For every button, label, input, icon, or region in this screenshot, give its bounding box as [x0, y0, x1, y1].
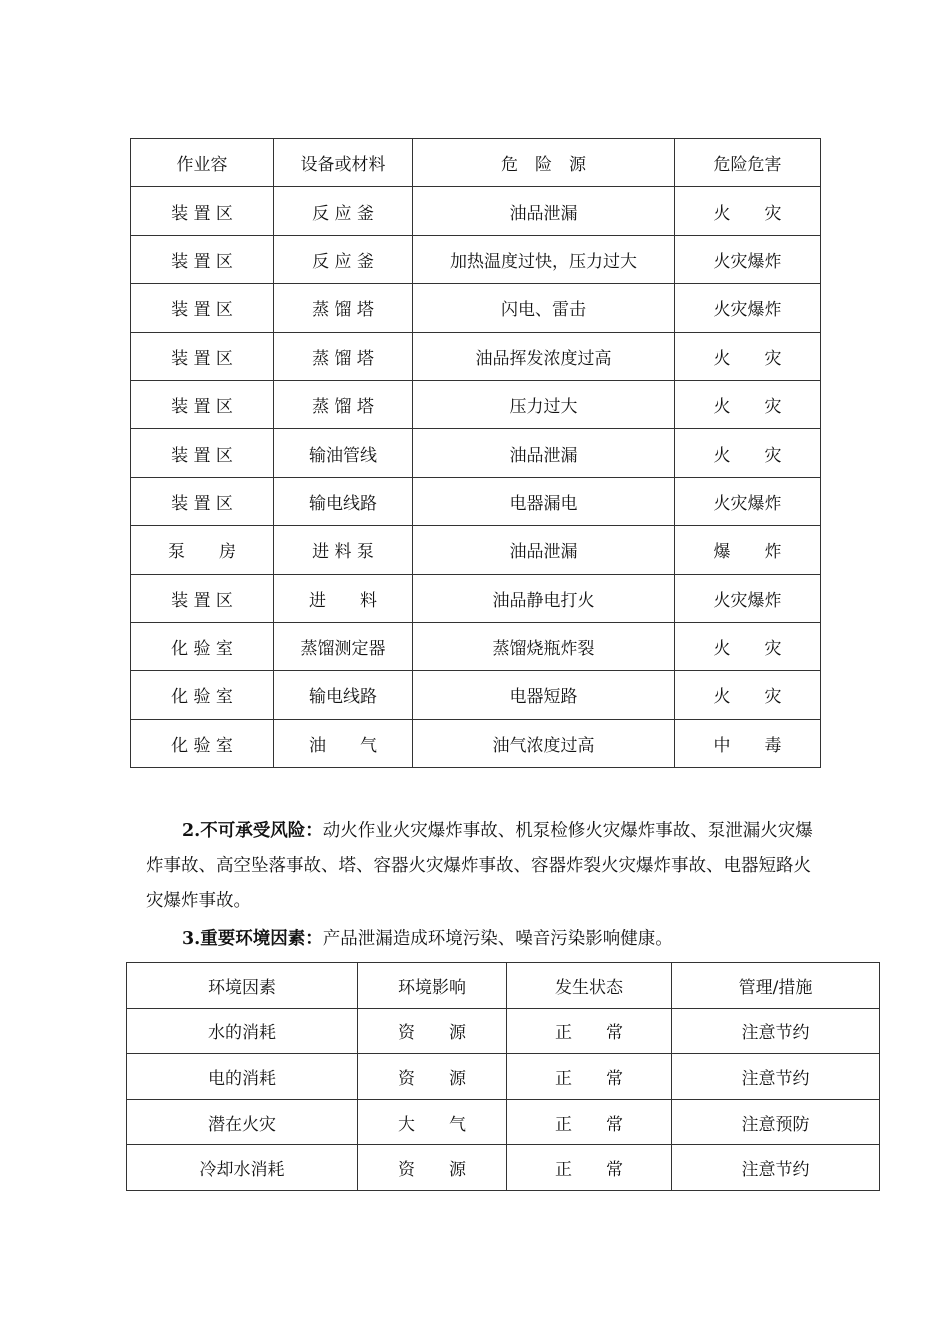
hazard-row	[131, 526, 821, 574]
section-3-paragraph	[146, 922, 826, 957]
table-cell: 火 灾	[675, 380, 821, 428]
table-cell: 正 常	[507, 1008, 672, 1054]
table-cell: 火灾爆炸	[675, 284, 821, 332]
table-cell: 注意节约	[672, 1008, 880, 1054]
table-cell: 装 置 区	[131, 235, 274, 283]
table-cell: 反 应 釜	[274, 235, 413, 283]
table-cell: 蒸馏测定器	[274, 622, 413, 670]
table-cell: 水的消耗	[127, 1008, 358, 1054]
table-cell: 资 源	[358, 1008, 507, 1054]
table-cell: 装 置 区	[131, 574, 274, 622]
header-work-area: 作业容	[131, 139, 274, 187]
table-cell: 火灾爆炸	[675, 477, 821, 525]
table-cell: 资 源	[358, 1054, 507, 1100]
hazard-header-row	[131, 139, 821, 187]
hazard-row	[131, 332, 821, 380]
section-2-text: 动火作业火灾爆炸事故、机泵检修火灾爆炸事故、泵泄漏火灾爆炸事故、高空坠落事故、塔、容器火灾爆炸事故、容器炸裂火灾爆炸事故、电器短路火灾爆炸事故。	[146, 821, 813, 911]
table-cell: 电器漏电	[413, 477, 675, 525]
table-cell: 装 置 区	[131, 187, 274, 235]
table-cell: 装 置 区	[131, 477, 274, 525]
header-occurrence-state: 发生状态	[507, 963, 672, 1009]
header-risk: 危险危害	[675, 139, 821, 187]
hazard-row	[131, 719, 821, 767]
table-cell: 注意预防	[672, 1099, 880, 1145]
table-cell: 火 灾	[675, 622, 821, 670]
table-cell: 正 常	[507, 1145, 672, 1191]
env-row	[127, 1054, 880, 1100]
table-cell: 化 验 室	[131, 622, 274, 670]
section-2-lead: 2.不可承受风险：	[182, 821, 323, 841]
table-cell: 装 置 区	[131, 284, 274, 332]
table-cell: 装 置 区	[131, 429, 274, 477]
table-cell: 大 气	[358, 1099, 507, 1145]
table-cell: 火 灾	[675, 429, 821, 477]
header-equipment: 设备或材料	[274, 139, 413, 187]
hazard-row	[131, 477, 821, 525]
table-cell: 资 源	[358, 1145, 507, 1191]
table-cell: 蒸 馏 塔	[274, 380, 413, 428]
section-2-paragraph	[146, 814, 826, 919]
table-cell: 输电线路	[274, 671, 413, 719]
table-cell: 油气浓度过高	[413, 719, 675, 767]
hazard-table	[130, 138, 821, 768]
table-cell: 蒸馏烧瓶炸裂	[413, 622, 675, 670]
table-cell: 输油管线	[274, 429, 413, 477]
env-row	[127, 1145, 880, 1191]
table-cell: 进 料 泵	[274, 526, 413, 574]
table-cell: 闪电、雷击	[413, 284, 675, 332]
table-cell: 电器短路	[413, 671, 675, 719]
table-cell: 注意节约	[672, 1054, 880, 1100]
table-cell: 冷却水消耗	[127, 1145, 358, 1191]
table-cell: 压力过大	[413, 380, 675, 428]
table-cell: 化 验 室	[131, 671, 274, 719]
table-cell: 火灾爆炸	[675, 235, 821, 283]
table-cell: 进 料	[274, 574, 413, 622]
table-cell: 火 灾	[675, 332, 821, 380]
table-cell: 输电线路	[274, 477, 413, 525]
header-hazard-source: 危 险 源	[413, 139, 675, 187]
table-cell: 蒸 馏 塔	[274, 332, 413, 380]
header-env-impact: 环境影响	[358, 963, 507, 1009]
hazard-row	[131, 380, 821, 428]
table-cell: 泵 房	[131, 526, 274, 574]
table-cell: 油品泄漏	[413, 429, 675, 477]
env-row	[127, 1099, 880, 1145]
table-cell: 火 灾	[675, 671, 821, 719]
hazard-table-body	[131, 139, 821, 768]
header-env-factor: 环境因素	[127, 963, 358, 1009]
header-management: 管理/措施	[672, 963, 880, 1009]
hazard-row	[131, 284, 821, 332]
table-cell: 爆 炸	[675, 526, 821, 574]
table-cell: 装 置 区	[131, 332, 274, 380]
section-3-lead: 3.重要环境因素：	[182, 929, 323, 949]
table-cell: 油品挥发浓度过高	[413, 332, 675, 380]
table-cell: 油品静电打火	[413, 574, 675, 622]
table-cell: 潜在火灾	[127, 1099, 358, 1145]
table-cell: 油品泄漏	[413, 187, 675, 235]
table-cell: 正 常	[507, 1054, 672, 1100]
table-cell: 反 应 釜	[274, 187, 413, 235]
hazard-row	[131, 429, 821, 477]
hazard-row	[131, 671, 821, 719]
environment-table-body	[127, 963, 880, 1191]
env-row	[127, 1008, 880, 1054]
table-cell: 加热温度过快，压力过大	[413, 235, 675, 283]
table-cell: 火 灾	[675, 187, 821, 235]
table-cell: 油品泄漏	[413, 526, 675, 574]
table-cell: 火灾爆炸	[675, 574, 821, 622]
hazard-row	[131, 187, 821, 235]
table-cell: 电的消耗	[127, 1054, 358, 1100]
table-cell: 油 气	[274, 719, 413, 767]
environment-table	[126, 962, 880, 1191]
table-cell: 化 验 室	[131, 719, 274, 767]
table-cell: 正 常	[507, 1099, 672, 1145]
section-3-text: 产品泄漏造成环境污染、噪音污染影响健康。	[322, 929, 673, 949]
hazard-row	[131, 622, 821, 670]
table-cell: 中 毒	[675, 719, 821, 767]
table-cell: 装 置 区	[131, 380, 274, 428]
hazard-row	[131, 235, 821, 283]
env-header-row	[127, 963, 880, 1009]
table-cell: 注意节约	[672, 1145, 880, 1191]
table-cell: 蒸 馏 塔	[274, 284, 413, 332]
hazard-row	[131, 574, 821, 622]
